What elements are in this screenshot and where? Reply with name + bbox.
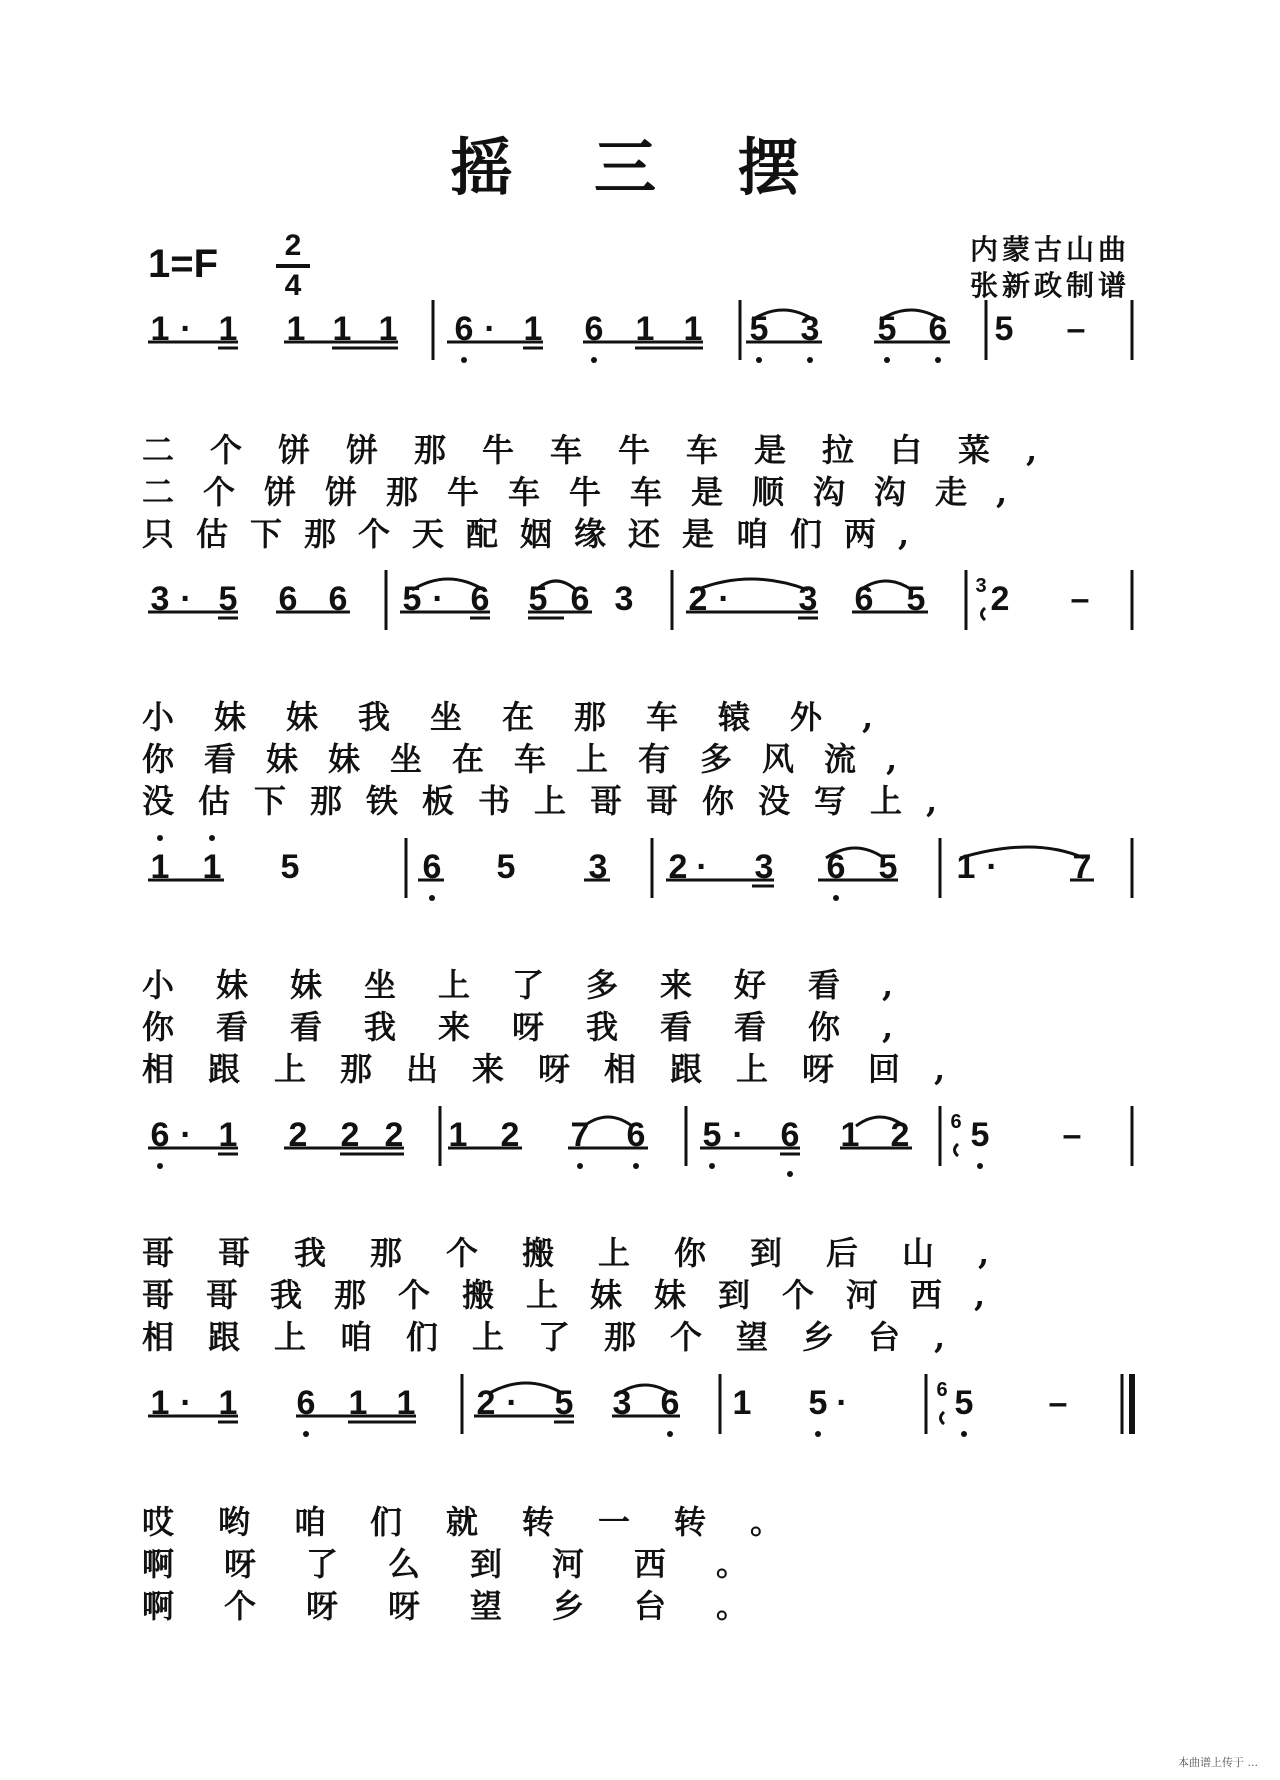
note: 6 [570, 580, 590, 618]
note: 6 [454, 310, 474, 348]
score-system-4 [0, 1096, 1280, 1186]
note: 5 [808, 1384, 828, 1422]
note: 2 [384, 1116, 404, 1154]
grace-note: 6 [936, 1379, 948, 1401]
note: 5 [954, 1384, 974, 1422]
low-octave-dot [884, 357, 890, 363]
note: 6 [150, 1116, 170, 1154]
note: 5 [906, 580, 926, 618]
lyric-verse-3: 相跟上咱们上了那个望乡台, [142, 1318, 980, 1356]
note: 6 [826, 848, 846, 886]
note: 1 [150, 1384, 170, 1422]
slur [960, 847, 1084, 858]
lyric-verse-1: 哎哟咱们就转一转。 [142, 1503, 827, 1541]
lyrics-system-4 [0, 1228, 1280, 1354]
note: 1 [286, 310, 306, 348]
lyric-verse-3: 相跟上那出来呀相跟上呀回, [142, 1050, 980, 1088]
key-signature: 1=F [148, 242, 219, 286]
note: 5 [877, 310, 897, 348]
note: 3 [614, 580, 634, 618]
low-octave-dot [833, 895, 839, 901]
note: 1 [150, 848, 170, 886]
note: 2 [500, 1116, 520, 1154]
low-octave-dot [157, 1163, 163, 1169]
note: 2 [890, 1116, 910, 1154]
low-octave-dot [461, 357, 467, 363]
lyrics-system-3 [0, 960, 1280, 1086]
lyrics-system-1 [0, 425, 1280, 551]
dot: · [718, 580, 730, 618]
low-octave-dot [303, 1431, 309, 1437]
note: 3 [798, 580, 818, 618]
note: 1 [218, 310, 238, 348]
note: 2 [668, 848, 688, 886]
note: 2 [340, 1116, 360, 1154]
note: 1 [150, 310, 170, 348]
note: 1 [218, 1384, 238, 1422]
lyric-verse-1: 哥哥我那个搬上你到后山, [142, 1234, 1034, 1272]
note: 6 [278, 580, 298, 618]
grace-bracket [982, 608, 986, 620]
note: 5 [528, 580, 548, 618]
dot: · [484, 310, 496, 348]
note: 3 [754, 848, 774, 886]
note: 6 [780, 1116, 800, 1154]
lyrics-system-2 [0, 692, 1280, 818]
high-octave-dot [209, 835, 215, 841]
note: 1 [635, 310, 655, 348]
low-octave-dot [961, 1431, 967, 1437]
note: 2 [288, 1116, 308, 1154]
lyric-verse-2: 啊呀了么到河西。 [142, 1545, 799, 1583]
dash: – [1066, 310, 1086, 348]
lyric-verse-3: 只估下那个天配姻缘还是咱们两, [142, 515, 932, 553]
dot: · [506, 1384, 518, 1422]
note: 6 [584, 310, 604, 348]
note: 2 [688, 580, 708, 618]
note: 1 [956, 848, 976, 886]
time-denominator: 4 [284, 269, 302, 302]
low-octave-dot [577, 1163, 583, 1169]
lyric-verse-1: 二个饼饼那牛车牛车是拉白菜, [142, 431, 1074, 469]
dot: · [180, 580, 192, 618]
note: 6 [928, 310, 948, 348]
lyric-verse-2: 你看妹妹坐在车上有多风流, [142, 740, 928, 778]
note: 7 [1072, 848, 1092, 886]
low-octave-dot [787, 1171, 793, 1177]
low-octave-dot [807, 357, 813, 363]
dash: – [1062, 1116, 1082, 1154]
note: 1 [448, 1116, 468, 1154]
watermark-text: 本曲谱上传于 ... [1178, 1756, 1258, 1769]
dot: · [986, 848, 998, 886]
lyrics-system-5 [0, 1497, 1280, 1623]
dot: · [180, 1116, 192, 1154]
grace-note: 6 [950, 1111, 962, 1133]
low-octave-dot [667, 1431, 673, 1437]
note: 1 [840, 1116, 860, 1154]
note: 5 [994, 310, 1014, 348]
dash: – [1070, 580, 1090, 618]
dot: · [732, 1116, 744, 1154]
note: 1 [378, 310, 398, 348]
note: 1 [683, 310, 703, 348]
note: 5 [749, 310, 769, 348]
lyric-verse-1: 小妹妹坐上了多来好看, [142, 966, 936, 1004]
credit-origin: 内蒙古山曲 [969, 233, 1130, 266]
slur [696, 579, 808, 590]
note: 5 [218, 580, 238, 618]
low-octave-dot [815, 1431, 821, 1437]
credit-arranger: 张新政制谱 [969, 269, 1130, 302]
low-octave-dot [591, 357, 597, 363]
lyric-verse-3: 啊个呀呀望乡台。 [142, 1587, 799, 1625]
slur [584, 1117, 632, 1126]
grace-bracket [955, 1144, 959, 1156]
note: 1 [202, 848, 222, 886]
grace-note: 3 [975, 575, 987, 597]
note: 6 [328, 580, 348, 618]
dot: · [696, 848, 708, 886]
note: 6 [660, 1384, 680, 1422]
note: 1 [332, 310, 352, 348]
note: 1 [523, 310, 543, 348]
fraction-bar [276, 264, 310, 268]
score-system-3 [0, 828, 1280, 918]
note: 5 [970, 1116, 990, 1154]
lyric-verse-2: 你看看我来呀我看看你, [142, 1008, 936, 1046]
low-octave-dot [935, 357, 941, 363]
note: 5 [280, 848, 300, 886]
dot: · [180, 310, 192, 348]
time-numerator: 2 [284, 229, 302, 262]
note: 5 [878, 848, 898, 886]
lyric-verse-3: 没估下那铁板书上哥哥你没写上, [142, 782, 962, 820]
dot: · [432, 580, 444, 618]
note: 2 [476, 1384, 496, 1422]
low-octave-dot [756, 357, 762, 363]
dash: – [1048, 1384, 1068, 1422]
note: 5 [496, 848, 516, 886]
note: 6 [296, 1384, 316, 1422]
note: 3 [612, 1384, 632, 1422]
note: 6 [626, 1116, 646, 1154]
score-system-5 [0, 1364, 1280, 1454]
note: 6 [854, 580, 874, 618]
note: 6 [470, 580, 490, 618]
note: 5 [402, 580, 422, 618]
note: 3 [150, 580, 170, 618]
note: 6 [422, 848, 442, 886]
lyric-verse-1: 小妹妹我坐在那车辕外, [142, 698, 914, 736]
note: 7 [570, 1116, 590, 1154]
low-octave-dot [429, 895, 435, 901]
slur [488, 1383, 564, 1394]
dot: · [836, 1384, 848, 1422]
note: 1 [732, 1384, 752, 1422]
song-title: 摇 三 摆 [450, 131, 830, 204]
note: 1 [396, 1384, 416, 1422]
low-octave-dot [977, 1163, 983, 1169]
note: 5 [702, 1116, 722, 1154]
score-system-2 [0, 560, 1280, 650]
low-octave-dot [633, 1163, 639, 1169]
high-octave-dot [157, 835, 163, 841]
grace-bracket [941, 1412, 945, 1424]
note: 2 [990, 580, 1010, 618]
note: 3 [800, 310, 820, 348]
note: 5 [554, 1384, 574, 1422]
lyric-verse-2: 二个饼饼那牛车牛车是顺沟沟走, [142, 473, 1037, 511]
note: 1 [348, 1384, 368, 1422]
note: 3 [588, 848, 608, 886]
note: 1 [218, 1116, 238, 1154]
score-system-1 [0, 290, 1280, 380]
low-octave-dot [709, 1163, 715, 1169]
dot: · [180, 1384, 192, 1422]
lyric-verse-2: 哥哥我那个搬上妹妹到个河西, [142, 1276, 1018, 1314]
